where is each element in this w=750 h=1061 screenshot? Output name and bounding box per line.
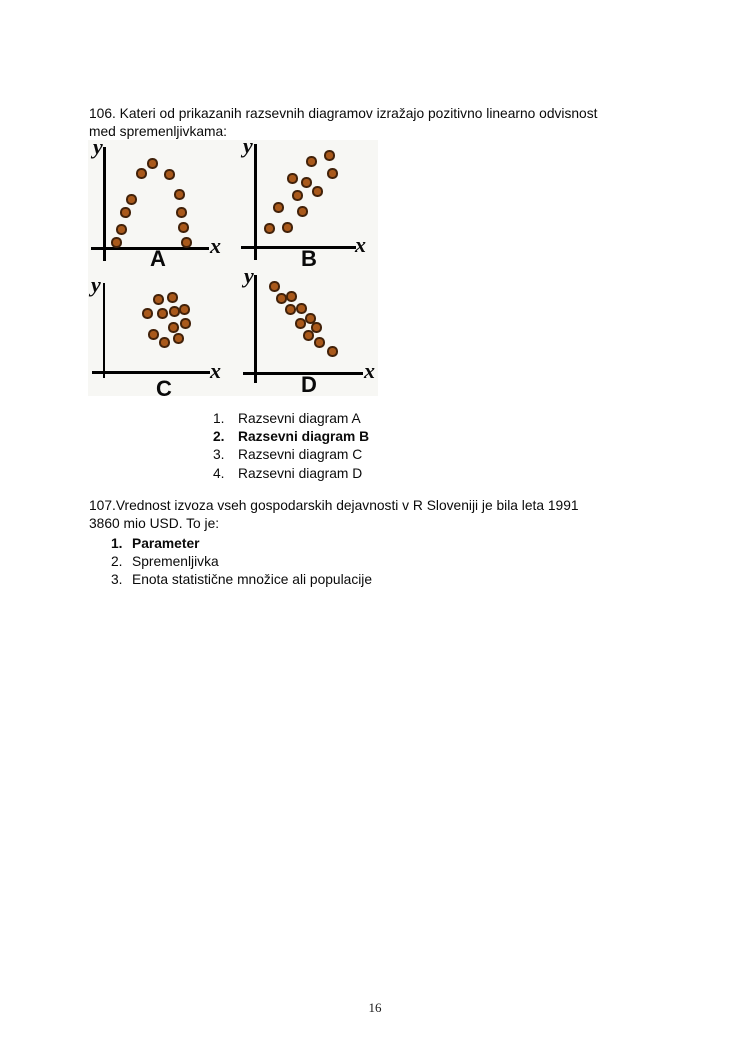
data-point-c xyxy=(173,333,184,344)
option-label: Enota statistične množice ali populacije xyxy=(132,572,373,588)
option-label: Razsevni diagram A xyxy=(238,411,361,426)
data-point-d xyxy=(314,337,325,348)
plot-b-label: B xyxy=(301,246,317,271)
q107-option-3 xyxy=(111,571,372,589)
option-number: 2. xyxy=(213,429,225,445)
data-point-d xyxy=(269,281,280,292)
plot-d-y-axis xyxy=(254,275,257,383)
data-point-b xyxy=(301,177,312,188)
q106-option-3 xyxy=(213,446,369,464)
plot-a-x-axis-label: x xyxy=(210,233,221,258)
data-point-a xyxy=(178,222,189,233)
data-point-b xyxy=(312,186,323,197)
data-point-a xyxy=(147,158,158,169)
data-point-a xyxy=(136,168,147,179)
q106-option-1 xyxy=(213,410,369,428)
page-number: 16 xyxy=(368,1000,382,1015)
option-number: 3. xyxy=(111,572,123,588)
data-point-b xyxy=(324,150,335,161)
data-point-d xyxy=(327,346,338,357)
data-point-b xyxy=(292,190,303,201)
data-point-c xyxy=(167,292,178,303)
plot-c-label: C xyxy=(156,376,172,401)
option-label: Razsevni diagram D xyxy=(238,465,363,481)
question-106-line-2: med spremenljivkama: xyxy=(89,124,228,139)
data-point-c xyxy=(169,306,180,317)
plot-a-y-axis-label: y xyxy=(93,134,103,159)
data-point-c xyxy=(179,304,190,315)
plot-c-y-axis-label: y xyxy=(91,272,101,297)
option-number: 4. xyxy=(213,465,225,481)
data-point-c xyxy=(148,329,159,340)
option-label: Razsevni diagram B xyxy=(238,429,370,445)
data-point-b xyxy=(264,223,275,234)
data-point-d xyxy=(295,318,306,329)
plot-d-label: D xyxy=(301,372,317,397)
data-point-c xyxy=(159,337,170,348)
option-number: 1. xyxy=(213,411,225,426)
data-point-b xyxy=(327,168,338,179)
data-point-d xyxy=(311,322,322,333)
data-point-c xyxy=(168,322,179,333)
data-point-d xyxy=(296,303,307,314)
data-point-b xyxy=(282,222,293,233)
data-point-c xyxy=(142,308,153,319)
scatter-diagrams-figure xyxy=(88,133,378,401)
q106-option-4 xyxy=(213,465,369,483)
plot-b-x-axis-label: x xyxy=(355,232,366,257)
plot-c-x-axis-label: x xyxy=(210,358,221,383)
question-107-line-2: 3860 mio USD. To je: xyxy=(89,516,220,531)
q107-option-1 xyxy=(111,535,372,553)
data-point-b xyxy=(273,202,284,213)
data-point-a xyxy=(126,194,137,205)
option-number: 1. xyxy=(111,536,123,551)
plot-b-x-axis xyxy=(241,246,356,249)
plot-b-y-axis xyxy=(254,144,257,260)
data-point-c xyxy=(180,318,191,329)
option-label: Razsevni diagram C xyxy=(238,447,363,463)
data-point-b xyxy=(297,206,308,217)
question-107-options xyxy=(111,535,372,590)
data-point-a xyxy=(174,189,185,200)
plot-b-y-axis-label: y xyxy=(243,133,253,158)
question-106-text xyxy=(89,105,597,141)
data-point-d xyxy=(276,293,287,304)
data-point-b xyxy=(287,173,298,184)
data-point-a xyxy=(116,224,127,235)
data-point-a xyxy=(111,237,122,248)
plot-a-label: A xyxy=(150,246,166,271)
data-point-a xyxy=(164,169,175,180)
data-point-a xyxy=(176,207,187,218)
question-106-options xyxy=(213,410,369,483)
q106-option-2 xyxy=(213,428,369,446)
plot-a-y-axis xyxy=(103,147,106,261)
plot-d-x-axis-label: x xyxy=(364,358,375,383)
data-point-a xyxy=(181,237,192,248)
data-point-c xyxy=(153,294,164,305)
option-label: Parameter xyxy=(132,536,200,551)
data-point-c xyxy=(157,308,168,319)
plot-c-x-axis xyxy=(92,371,210,374)
question-106-line-1: 106. Kateri od prikazanih razsevnih diagramov izražajo pozitivno linearno odvisnost xyxy=(89,106,598,121)
q107-option-2 xyxy=(111,553,372,571)
option-label: Spremenljivka xyxy=(132,554,219,570)
plot-c-y-axis xyxy=(103,283,105,378)
data-point-b xyxy=(306,156,317,167)
plot-d-y-axis-label: y xyxy=(244,263,254,288)
question-107-line-1: 107.Vrednost izvoza vseh gospodarskih dejavnosti v R Sloveniji je bila leta 1991 xyxy=(89,498,579,513)
option-number: 2. xyxy=(111,554,123,570)
option-number: 3. xyxy=(213,447,225,463)
data-point-a xyxy=(120,207,131,218)
question-107-text xyxy=(89,497,579,533)
data-point-d xyxy=(286,291,297,302)
data-point-d xyxy=(285,304,296,315)
